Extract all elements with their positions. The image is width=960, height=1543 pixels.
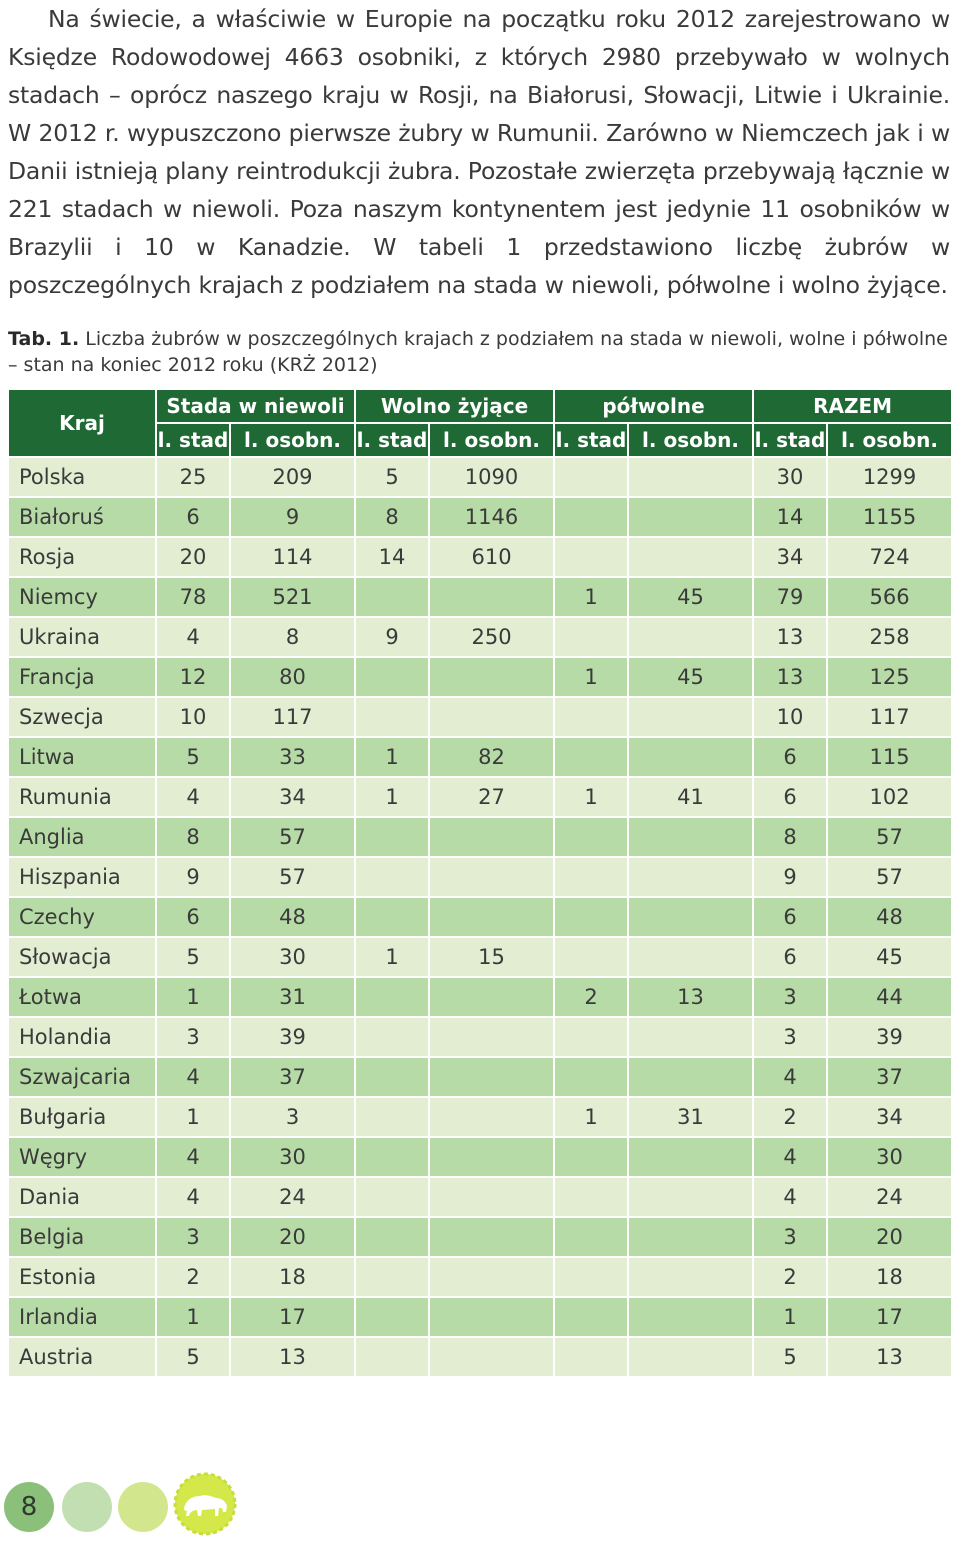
value-cell: 5 xyxy=(355,457,429,497)
value-cell: 3 xyxy=(753,1017,827,1057)
value-cell: 10 xyxy=(156,697,230,737)
value-cell xyxy=(628,857,753,897)
bison-table xyxy=(7,388,953,1378)
value-cell: 17 xyxy=(230,1297,355,1337)
value-cell: 2 xyxy=(753,1097,827,1137)
value-cell xyxy=(554,737,628,777)
value-cell: 4 xyxy=(753,1057,827,1097)
value-cell: 2 xyxy=(156,1257,230,1297)
value-cell: 45 xyxy=(827,937,952,977)
value-cell: 79 xyxy=(753,577,827,617)
value-cell: 15 xyxy=(429,937,554,977)
sub-header: l. osobn. xyxy=(628,423,753,457)
value-cell: 1 xyxy=(753,1297,827,1337)
header-group-row xyxy=(8,389,952,423)
value-cell: 80 xyxy=(230,657,355,697)
value-cell: 18 xyxy=(827,1257,952,1297)
decorative-circle xyxy=(62,1482,112,1532)
value-cell: 114 xyxy=(230,537,355,577)
value-cell: 3 xyxy=(156,1217,230,1257)
country-cell: Estonia xyxy=(8,1257,156,1297)
value-cell xyxy=(628,1017,753,1057)
value-cell xyxy=(628,937,753,977)
value-cell: 82 xyxy=(429,737,554,777)
table-row xyxy=(8,897,952,937)
table-row xyxy=(8,657,952,697)
sub-header: l. osobn. xyxy=(230,423,355,457)
table-row xyxy=(8,1257,952,1297)
value-cell: 1299 xyxy=(827,457,952,497)
table-row xyxy=(8,537,952,577)
value-cell xyxy=(355,1097,429,1137)
value-cell xyxy=(429,657,554,697)
value-cell: 27 xyxy=(429,777,554,817)
value-cell: 34 xyxy=(230,777,355,817)
value-cell: 521 xyxy=(230,577,355,617)
value-cell: 78 xyxy=(156,577,230,617)
value-cell: 9 xyxy=(156,857,230,897)
value-cell xyxy=(554,937,628,977)
value-cell xyxy=(355,977,429,1017)
table-row xyxy=(8,577,952,617)
value-cell: 258 xyxy=(827,617,952,657)
value-cell xyxy=(355,1257,429,1297)
value-cell: 1090 xyxy=(429,457,554,497)
value-cell: 18 xyxy=(230,1257,355,1297)
table-row xyxy=(8,1057,952,1097)
group-header-free: Wolno żyjące xyxy=(355,389,554,423)
value-cell: 250 xyxy=(429,617,554,657)
value-cell: 4 xyxy=(156,777,230,817)
value-cell xyxy=(429,1177,554,1217)
country-cell: Polska xyxy=(8,457,156,497)
table-row xyxy=(8,817,952,857)
value-cell: 117 xyxy=(230,697,355,737)
group-header-total: RAZEM xyxy=(753,389,952,423)
value-cell: 117 xyxy=(827,697,952,737)
value-cell xyxy=(355,857,429,897)
value-cell xyxy=(429,977,554,1017)
value-cell: 8 xyxy=(156,817,230,857)
value-cell: 37 xyxy=(230,1057,355,1097)
value-cell xyxy=(628,1057,753,1097)
value-cell: 1 xyxy=(554,657,628,697)
value-cell: 1 xyxy=(355,937,429,977)
value-cell: 6 xyxy=(753,937,827,977)
value-cell xyxy=(355,1337,429,1377)
table-row xyxy=(8,617,952,657)
country-cell: Bułgaria xyxy=(8,1097,156,1137)
table-row xyxy=(8,1137,952,1177)
value-cell xyxy=(355,1177,429,1217)
value-cell: 45 xyxy=(628,657,753,697)
value-cell: 37 xyxy=(827,1057,952,1097)
table-row xyxy=(8,1177,952,1217)
country-cell: Rumunia xyxy=(8,777,156,817)
page-number: 8 xyxy=(4,1482,54,1532)
value-cell xyxy=(355,1017,429,1057)
value-cell xyxy=(429,697,554,737)
country-cell: Austria xyxy=(8,1337,156,1377)
value-cell xyxy=(554,457,628,497)
value-cell: 1155 xyxy=(827,497,952,537)
table-row xyxy=(8,457,952,497)
value-cell: 3 xyxy=(230,1097,355,1137)
value-cell: 6 xyxy=(753,737,827,777)
value-cell: 20 xyxy=(827,1217,952,1257)
value-cell xyxy=(429,1217,554,1257)
intro-paragraph: Na świecie, a właściwie w Europie na początku roku 2012 zarejestrowano w Księdze Rodowodowej 4663 osobniki, z których 2980 przebywało w wolnych stadach – oprócz naszego kraju w Rosji, na Białorusi, Słowacji, Litwie i Ukrainie. W 2012 r. wypuszczono pierwsze żubry w Rumunii. Zarówno w Niemczech jak i w Danii istnieją plany reintrodukcji żubra. Pozostałe zwierzęta przebywają łącznie w 221 stadach w niewoli. Poza naszym kontynentem jest jedynie 11 osobników w Brazylii i 10 w Kanadzie. W tabeli 1 przedstawiono liczbę żubrów w poszczególnych krajach z podziałem na stada w niewoli, półwolne i wolno żyjące. xyxy=(8,5,950,299)
value-cell: 5 xyxy=(156,737,230,777)
country-header: Kraj xyxy=(8,389,156,457)
value-cell: 13 xyxy=(827,1337,952,1377)
value-cell: 57 xyxy=(827,817,952,857)
value-cell: 5 xyxy=(156,1337,230,1377)
country-cell: Słowacja xyxy=(8,937,156,977)
country-cell: Litwa xyxy=(8,737,156,777)
value-cell: 1 xyxy=(554,577,628,617)
value-cell: 4 xyxy=(156,1177,230,1217)
table-row xyxy=(8,977,952,1017)
value-cell xyxy=(429,1097,554,1137)
value-cell: 30 xyxy=(827,1137,952,1177)
country-cell: Niemcy xyxy=(8,577,156,617)
value-cell: 33 xyxy=(230,737,355,777)
country-cell: Ukraina xyxy=(8,617,156,657)
value-cell xyxy=(355,657,429,697)
value-cell: 9 xyxy=(753,857,827,897)
value-cell xyxy=(355,1057,429,1097)
value-cell: 9 xyxy=(230,497,355,537)
value-cell: 48 xyxy=(230,897,355,937)
value-cell: 1 xyxy=(554,777,628,817)
country-cell: Łotwa xyxy=(8,977,156,1017)
value-cell: 1 xyxy=(355,777,429,817)
value-cell: 5 xyxy=(156,937,230,977)
value-cell: 610 xyxy=(429,537,554,577)
value-cell: 13 xyxy=(628,977,753,1017)
sub-header: l. stad xyxy=(554,423,628,457)
sub-header: l. stad xyxy=(753,423,827,457)
value-cell xyxy=(554,1257,628,1297)
value-cell: 31 xyxy=(628,1097,753,1137)
value-cell: 24 xyxy=(827,1177,952,1217)
intro-text xyxy=(8,0,950,304)
value-cell: 3 xyxy=(156,1017,230,1057)
value-cell xyxy=(554,857,628,897)
value-cell: 20 xyxy=(230,1217,355,1257)
value-cell: 31 xyxy=(230,977,355,1017)
table-row xyxy=(8,737,952,777)
value-cell xyxy=(628,1297,753,1337)
value-cell: 39 xyxy=(230,1017,355,1057)
value-cell xyxy=(554,1057,628,1097)
value-cell: 8 xyxy=(355,497,429,537)
value-cell: 2 xyxy=(753,1257,827,1297)
value-cell: 1 xyxy=(554,1097,628,1137)
value-cell xyxy=(355,1297,429,1337)
country-cell: Dania xyxy=(8,1177,156,1217)
value-cell xyxy=(554,1297,628,1337)
value-cell: 14 xyxy=(753,497,827,537)
value-cell: 17 xyxy=(827,1297,952,1337)
caption-label: Tab. 1. xyxy=(8,328,80,350)
value-cell: 20 xyxy=(156,537,230,577)
value-cell xyxy=(429,1017,554,1057)
value-cell xyxy=(554,817,628,857)
value-cell xyxy=(554,1217,628,1257)
value-cell xyxy=(628,1337,753,1377)
value-cell xyxy=(429,897,554,937)
value-cell: 41 xyxy=(628,777,753,817)
value-cell: 57 xyxy=(827,857,952,897)
value-cell: 4 xyxy=(753,1137,827,1177)
value-cell xyxy=(429,1057,554,1097)
value-cell: 1 xyxy=(156,1097,230,1137)
value-cell: 3 xyxy=(753,1217,827,1257)
bison-icon xyxy=(172,1470,238,1536)
country-cell: Belgia xyxy=(8,1217,156,1257)
value-cell xyxy=(355,1217,429,1257)
value-cell: 34 xyxy=(827,1097,952,1137)
value-cell xyxy=(628,897,753,937)
table-row xyxy=(8,1217,952,1257)
decorative-circle xyxy=(118,1482,168,1532)
country-cell: Holandia xyxy=(8,1017,156,1057)
value-cell xyxy=(554,697,628,737)
value-cell xyxy=(554,1017,628,1057)
value-cell xyxy=(554,897,628,937)
value-cell: 12 xyxy=(156,657,230,697)
value-cell: 57 xyxy=(230,817,355,857)
value-cell: 209 xyxy=(230,457,355,497)
value-cell: 6 xyxy=(753,897,827,937)
value-cell: 4 xyxy=(753,1177,827,1217)
value-cell xyxy=(355,897,429,937)
value-cell xyxy=(554,1177,628,1217)
value-cell xyxy=(429,1297,554,1337)
value-cell: 13 xyxy=(230,1337,355,1377)
value-cell xyxy=(355,1137,429,1177)
table-row xyxy=(8,1097,952,1137)
value-cell: 5 xyxy=(753,1337,827,1377)
value-cell xyxy=(628,497,753,537)
table-row xyxy=(8,937,952,977)
table-row xyxy=(8,1297,952,1337)
value-cell: 2 xyxy=(554,977,628,1017)
value-cell: 13 xyxy=(753,657,827,697)
country-cell: Szwecja xyxy=(8,697,156,737)
value-cell: 1 xyxy=(355,737,429,777)
value-cell xyxy=(554,617,628,657)
value-cell: 6 xyxy=(156,497,230,537)
country-cell: Hiszpania xyxy=(8,857,156,897)
table-row xyxy=(8,497,952,537)
value-cell xyxy=(628,1137,753,1177)
value-cell: 45 xyxy=(628,577,753,617)
value-cell: 566 xyxy=(827,577,952,617)
value-cell xyxy=(355,817,429,857)
value-cell xyxy=(429,1257,554,1297)
value-cell xyxy=(554,1337,628,1377)
value-cell: 6 xyxy=(753,777,827,817)
sub-header: l. stad xyxy=(156,423,230,457)
page-footer xyxy=(0,1468,960,1543)
value-cell: 8 xyxy=(753,817,827,857)
value-cell xyxy=(429,1337,554,1377)
country-cell: Anglia xyxy=(8,817,156,857)
value-cell: 6 xyxy=(156,897,230,937)
value-cell: 48 xyxy=(827,897,952,937)
value-cell: 24 xyxy=(230,1177,355,1217)
value-cell: 724 xyxy=(827,537,952,577)
value-cell xyxy=(355,697,429,737)
sub-header: l. osobn. xyxy=(429,423,554,457)
table-caption xyxy=(8,326,953,378)
value-cell: 4 xyxy=(156,1137,230,1177)
sub-header: l. stad xyxy=(355,423,429,457)
value-cell xyxy=(554,497,628,537)
value-cell xyxy=(628,697,753,737)
value-cell: 30 xyxy=(230,937,355,977)
country-cell: Rosja xyxy=(8,537,156,577)
value-cell xyxy=(628,537,753,577)
value-cell: 57 xyxy=(230,857,355,897)
value-cell: 25 xyxy=(156,457,230,497)
country-cell: Węgry xyxy=(8,1137,156,1177)
country-cell: Irlandia xyxy=(8,1297,156,1337)
table-row xyxy=(8,777,952,817)
value-cell: 4 xyxy=(156,617,230,657)
value-cell xyxy=(628,617,753,657)
country-cell: Białoruś xyxy=(8,497,156,537)
value-cell xyxy=(628,1217,753,1257)
value-cell xyxy=(429,817,554,857)
value-cell xyxy=(355,577,429,617)
table-row xyxy=(8,697,952,737)
value-cell: 115 xyxy=(827,737,952,777)
value-cell: 1 xyxy=(156,977,230,1017)
table-body xyxy=(8,457,952,1377)
group-header-semifree: półwolne xyxy=(554,389,753,423)
value-cell xyxy=(628,1177,753,1217)
value-cell: 4 xyxy=(156,1057,230,1097)
value-cell: 125 xyxy=(827,657,952,697)
value-cell: 13 xyxy=(753,617,827,657)
country-cell: Szwajcaria xyxy=(8,1057,156,1097)
group-header-captive: Stada w niewoli xyxy=(156,389,355,423)
caption-text: Liczba żubrów w poszczególnych krajach z podziałem na stada w niewoli, wolne i półwolne – stan na koniec 2012 roku (KRŻ 2012) xyxy=(8,328,948,376)
value-cell: 14 xyxy=(355,537,429,577)
value-cell: 8 xyxy=(230,617,355,657)
value-cell: 9 xyxy=(355,617,429,657)
country-cell: Czechy xyxy=(8,897,156,937)
value-cell: 44 xyxy=(827,977,952,1017)
value-cell xyxy=(628,817,753,857)
value-cell: 1 xyxy=(156,1297,230,1337)
table-row xyxy=(8,1337,952,1377)
table-row xyxy=(8,1017,952,1057)
value-cell: 102 xyxy=(827,777,952,817)
value-cell xyxy=(429,857,554,897)
sub-header: l. osobn. xyxy=(827,423,952,457)
value-cell: 10 xyxy=(753,697,827,737)
value-cell xyxy=(554,537,628,577)
value-cell xyxy=(628,457,753,497)
table-row xyxy=(8,857,952,897)
value-cell: 30 xyxy=(753,457,827,497)
value-cell xyxy=(554,1137,628,1177)
country-cell: Francja xyxy=(8,657,156,697)
value-cell xyxy=(628,1257,753,1297)
value-cell: 1146 xyxy=(429,497,554,537)
value-cell: 39 xyxy=(827,1017,952,1057)
value-cell: 30 xyxy=(230,1137,355,1177)
value-cell xyxy=(429,1137,554,1177)
value-cell xyxy=(429,577,554,617)
value-cell xyxy=(628,737,753,777)
value-cell: 3 xyxy=(753,977,827,1017)
value-cell: 34 xyxy=(753,537,827,577)
